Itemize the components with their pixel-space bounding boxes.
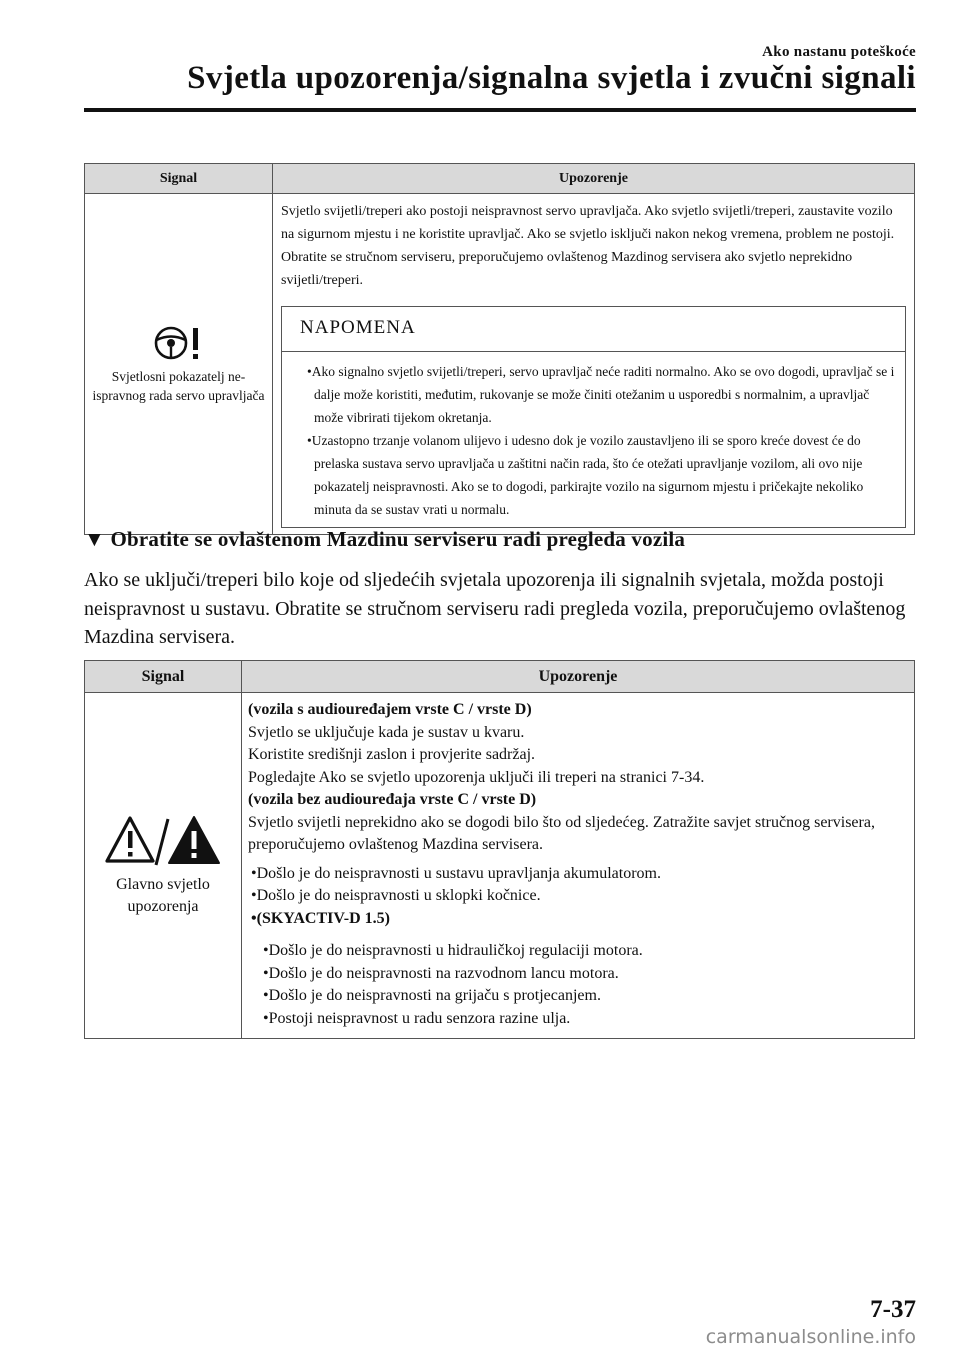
warning-triangle-icons <box>101 813 225 869</box>
table-row <box>85 693 915 1039</box>
note-item: •Uzastopno trzanje volanom ulijevo i udesno dok je vozilo zaustavljeno ili se sporo kreće dovest će do prelaska sustava servo upravljača u zaštitni način rada, što će otežati upravljanje vozilom, ali ovo nije pokazatelj neispravnosti. Ako se to dogodi, parkirajte vozilo na sigurnom mjestu i pričekajte nekoliko minuta da se sustav vrati u normalu. <box>307 433 864 517</box>
warning-triangle-filled-icon <box>169 817 219 863</box>
warning-cell <box>242 693 915 1039</box>
list-item: •(SKYACTIV-D 1.5) <box>251 909 390 927</box>
list-item: •Došlo je do neispravnosti na razvodnom lancu motora. <box>263 964 619 982</box>
note-box <box>281 306 906 528</box>
signal-label: Svjetlosni pokazatelj ne-ispravnog rada servo upravljača <box>92 369 265 403</box>
note-body <box>282 352 905 527</box>
triangle-down-icon: ▼ <box>84 527 105 551</box>
note-item: •Ako signalno svjetlo svijetli/treperi, servo upravljač neće raditi normalno. Ako se ovo dogodi, upravljač se i dalje može koristiti, međutim, rukovanje se može činiti otežanim u usporedbi s normalnim, a upravljač može vibrirati tijekom okretanja. <box>307 364 895 425</box>
section-heading: ▼ Obratite se ovlaštenom Mazdinu serviseru radi pregleda vozila <box>84 527 686 551</box>
watermark: carmanualsonline.info <box>705 1326 916 1348</box>
warning-text: Svjetlo svijetli neprekidno ako se dogodi bilo što od sljedećeg. Zatražite savjet stručnog servisera, preporučujemo ovlaštenog Mazdina servisera. <box>248 813 875 853</box>
signal-cell <box>85 194 273 535</box>
list-item: •Došlo je do neispravnosti na grijaču s protjecanjem. <box>263 987 601 1004</box>
bullet-list <box>248 863 908 931</box>
chapter-label: Ako nastanu poteškoće <box>762 44 916 60</box>
warning-text: Svjetlo svijetli/treperi ako postoji neispravnost servo upravljača. Ako svjetlo svijetli/treperi, zaustavite vozilo na sigurnom mjestu i ne koristite upravljač. Ako se svjetlo isključi nakon nekog vremena, problem ne postoji. Obratite se stručnom serviseru, preporučujemo ovlaštenog Mazdinog servisera ako svjetlo neprekidno svijetli/treperi. <box>281 204 895 288</box>
master-warning-table <box>84 660 915 1039</box>
header-rule <box>84 108 916 112</box>
sub-bullet-list <box>260 940 908 1030</box>
signal-cell <box>85 693 242 1039</box>
list-item: •Došlo je do neispravnosti u sustavu upravljanja akumulatorom. <box>251 864 661 882</box>
note-title: NAPOMENA <box>282 307 905 352</box>
col-header-signal: Signal <box>85 661 242 693</box>
page-title: Svjetla upozorenja/signalna svjetla i zvučni signali <box>187 60 916 96</box>
col-header-warning: Upozorenje <box>242 661 915 693</box>
warning-line: Pogledajte Ako se svjetlo upozorenja uključi ili treperi na stranici 7-34. <box>248 768 705 786</box>
warning-line: Koristite središnji zaslon i provjerite sadržaj. <box>248 746 536 763</box>
col-header-warning: Upozorenje <box>273 164 915 194</box>
warning-cell <box>273 194 915 535</box>
signal-label: Glavno svjetlo upozorenja <box>116 876 210 915</box>
power-steering-signal-table <box>84 163 915 535</box>
list-item: •Došlo je do neispravnosti u hidrauličkoj regulaciji motora. <box>263 942 643 959</box>
list-item: •Postoji neispravnost u radu senzora razine ulja. <box>263 1009 571 1027</box>
list-item: •Došlo je do neispravnosti u sklopki kočnice. <box>251 887 541 904</box>
warning-triangle-outline-icon <box>107 818 153 861</box>
section-paragraph: Ako se uključi/treperi bilo koje od sljedećih svjetala upozorenja ili signalnih svjetala, možda postoji neispravnost u sustavu. Obratite se stručnom serviseru radi pregleda vozila, preporučujemo ovlaštenog Mazdina servisera. <box>84 569 906 648</box>
without-audio-heading: (vozila bez audiouređaja vrste C / vrste D) <box>248 791 537 808</box>
table-row <box>85 194 915 535</box>
col-header-signal: Signal <box>85 164 273 194</box>
steering-wheel-exclamation-icon <box>151 323 207 363</box>
page-number: 7-37 <box>870 1296 916 1323</box>
warning-line: Svjetlo se uključuje kada je sustav u kvaru. <box>248 723 525 741</box>
with-audio-heading: (vozila s audiouređajem vrste C / vrste D) <box>248 701 532 718</box>
